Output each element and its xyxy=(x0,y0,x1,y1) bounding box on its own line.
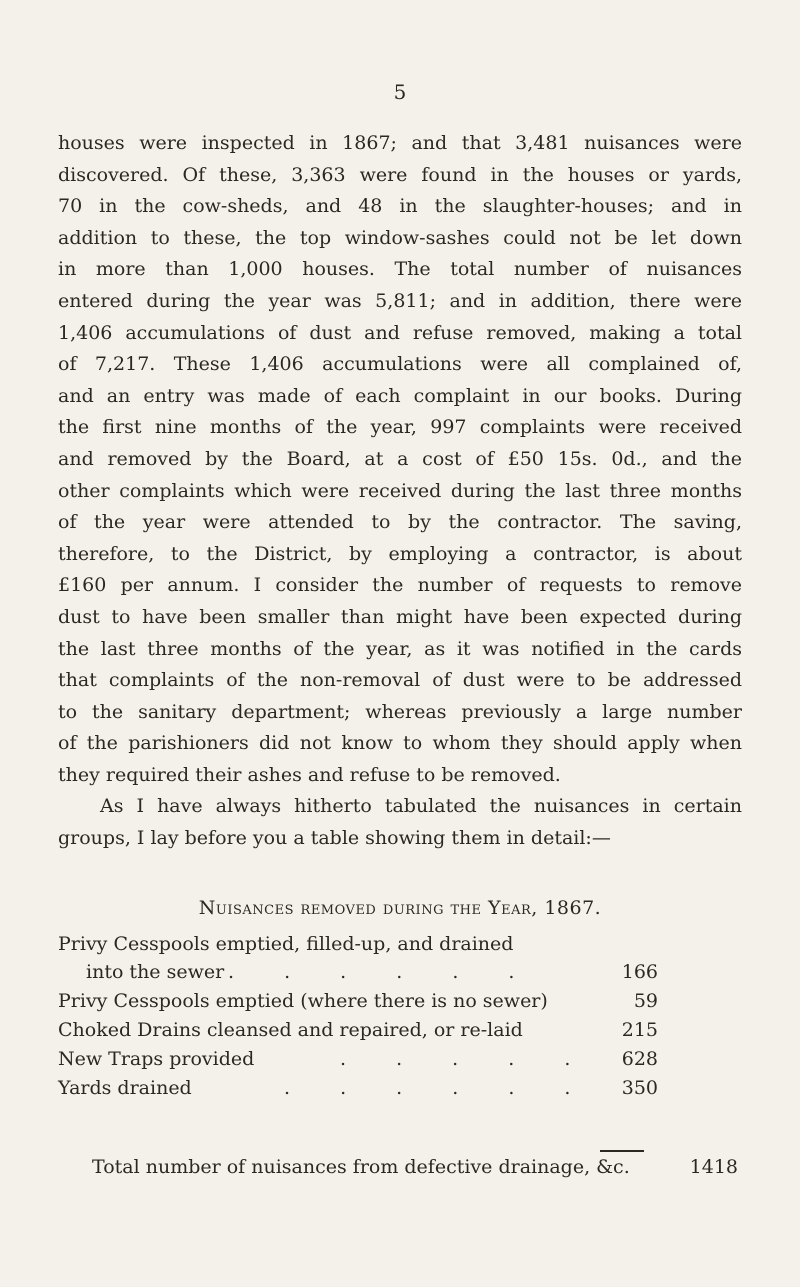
text-line: addition to these, the top window-sashes could not be let down xyxy=(58,226,742,249)
leader-dots: . . . . . . xyxy=(284,1077,593,1099)
page-number: 5 xyxy=(393,80,407,104)
text-line: therefore, to the District, by employing a contractor, is about xyxy=(58,542,742,565)
row-label: Privy Cesspools emptied (where there is no sewer) xyxy=(58,990,548,1012)
row-label: New Traps provided xyxy=(58,1048,255,1070)
row-value: 215 xyxy=(621,1019,658,1041)
text-line: and removed by the Board, at a cost of £50 15s. 0d., and the xyxy=(58,447,742,470)
row-value: 628 xyxy=(621,1048,658,1070)
table-row xyxy=(58,1045,658,1073)
text-line: entered during the year was 5,811; and in addition, there were xyxy=(58,289,742,312)
row-label: into the sewer xyxy=(86,961,225,983)
text-line: As I have always hitherto tabulated the nuisances in certain xyxy=(100,795,742,818)
text-line: £160 per annum. I consider the number of requests to remove xyxy=(58,574,742,597)
text-line: of 7,217. These 1,406 accumulations were all complained of, xyxy=(58,353,742,376)
row-value: 166 xyxy=(621,961,658,983)
text-line: in more than 1,000 houses. The total number of nuisances xyxy=(58,258,742,281)
row-value: 350 xyxy=(621,1077,658,1099)
text-line: they required their ashes and refuse to be removed. xyxy=(58,763,561,786)
text-line: discovered. Of these, 3,363 were found in the houses or yards, xyxy=(58,163,742,186)
text-line: to the sanitary department; whereas previously a large number xyxy=(58,700,742,723)
table-row xyxy=(58,958,658,986)
text-line: the last three months of the year, as it was notified in the cards xyxy=(58,637,742,660)
text-line: of the parishioners did not know to whom they should apply when xyxy=(58,732,742,755)
total-label: Total number of nuisances from defective drainage, &c. xyxy=(92,1156,630,1178)
table-title: Nuisances removed during the Year, 1867. xyxy=(198,897,602,919)
row-label: Privy Cesspools emptied, filled-up, and drained xyxy=(58,933,514,955)
text-line: other complaints which were received during the last three months xyxy=(58,479,742,502)
text-line: that complaints of the non-removal of dust were to be addressed xyxy=(58,669,742,692)
row-label: Yards drained xyxy=(58,1077,192,1099)
table-row xyxy=(58,1016,658,1044)
text-line: the first nine months of the year, 997 complaints were received xyxy=(58,416,742,439)
table-row xyxy=(58,930,658,958)
table-row xyxy=(58,1074,658,1102)
text-line: 1,406 accumulations of dust and refuse removed, making a total xyxy=(58,321,742,344)
leader-dots: . . . . . xyxy=(340,1048,593,1070)
text-line: groups, I lay before you a table showing them in detail:— xyxy=(58,827,611,850)
text-line: of the year were attended to by the contractor. The saving, xyxy=(58,511,742,534)
body-paragraphs xyxy=(58,128,742,855)
leader-dots: . . . . . . xyxy=(228,961,537,983)
text-line: and an entry was made of each complaint in our books. During xyxy=(58,384,742,407)
row-value: 59 xyxy=(633,990,658,1012)
table-row xyxy=(58,987,658,1015)
text-line: houses were inspected in 1867; and that 3,481 nuisances were xyxy=(58,132,742,154)
text-line: 70 in the cow-sheds, and 48 in the slaughter-houses; and in xyxy=(58,195,742,218)
total-value: 1418 xyxy=(689,1156,738,1178)
row-label: Choked Drains cleansed and repaired, or re-laid xyxy=(58,1019,523,1041)
text-line: dust to have been smaller than might have been expected during xyxy=(58,605,742,628)
